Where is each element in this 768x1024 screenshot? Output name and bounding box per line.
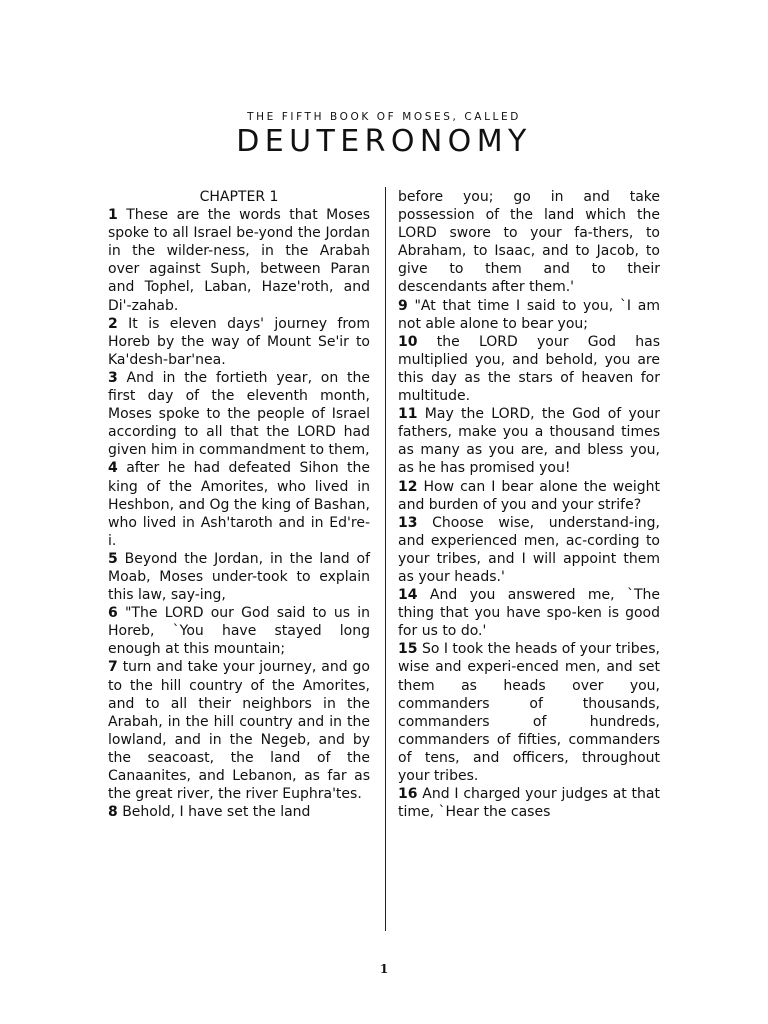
verse-number: 12 bbox=[398, 478, 418, 495]
verse bbox=[398, 640, 660, 785]
verse bbox=[398, 333, 660, 405]
verse-number: 7 bbox=[108, 659, 118, 676]
verse-number: 8 bbox=[108, 804, 118, 821]
verse-text: So I took the heads of your tribes, wise and experi-enced men, and set them as heads over you, commanders of thousands, commanders of hundreds, commanders of fifties, commanders of tens, and officers, throughout your tribes. bbox=[398, 641, 660, 784]
right-column bbox=[398, 188, 660, 821]
verse-number: 15 bbox=[398, 641, 418, 658]
page-number: 1 bbox=[379, 962, 389, 976]
verse-number: 1 bbox=[108, 207, 118, 224]
verse-text: And I charged your judges at that time, `Hear the cases bbox=[398, 786, 660, 821]
verse-text: Behold, I have set the land bbox=[122, 804, 311, 821]
verse-text: turn and take your journey, and go to the hill country of the Amorites, and to all their neighbors in the Arabah, in the hill country and in the lowland, and in the Negeb, and by the seacoast, the land of the Canaanites, and Lebanon, as far as the great river, the river Euphra'tes. bbox=[108, 659, 370, 803]
verse-text: May the LORD, the God of your fathers, make you a thousand times as many as you are, and bless you, as he has promised you! bbox=[398, 406, 660, 477]
verse-text: after he had defeated Sihon the king of the Amorites, who lived in Heshbon, and Og the king of Bashan, who lived in Ash'taroth and in Ed're-i. bbox=[108, 460, 370, 549]
verse-text: Choose wise, understand-ing, and experienced men, ac-cording to your tribes, and I will appoint them as your heads.' bbox=[398, 514, 661, 585]
verse-text: And in the fortieth year, on the first day of the eleventh month, Moses spoke to the people of Israel according to all that the LORD had given him in commandment to them, bbox=[108, 369, 370, 459]
verse bbox=[398, 586, 660, 640]
verse-number: 9 bbox=[398, 297, 408, 314]
verse bbox=[398, 405, 660, 477]
verse-number: 3 bbox=[108, 369, 118, 386]
column-divider bbox=[385, 187, 386, 931]
book-title: DEUTERONOMY bbox=[236, 124, 532, 159]
verse bbox=[398, 297, 660, 333]
verse bbox=[108, 459, 370, 549]
verse-text: It is eleven days' journey from Horeb by the way of Mount Se'ir to Ka'desh-bar'nea. bbox=[108, 315, 370, 368]
verse-number: 13 bbox=[398, 514, 418, 531]
verse-text: the LORD your God has multiplied you, and behold, you are this day as the stars of heaven for multitude. bbox=[398, 333, 661, 405]
verse bbox=[398, 514, 660, 586]
verse bbox=[108, 604, 370, 658]
verse bbox=[108, 550, 370, 604]
verse bbox=[398, 478, 660, 514]
verse-number: 2 bbox=[108, 315, 118, 332]
verse-text: And you answered me, `The thing that you have spo-ken is good for us to do.' bbox=[398, 587, 661, 640]
verse-text: "The LORD our God said to us in Horeb, `You have stayed long enough at this mountain; bbox=[108, 605, 370, 658]
verse-text: Beyond the Jordan, in the land of Moab, Moses under-took to explain this law, say-ing, bbox=[108, 550, 370, 604]
verse-text: These are the words that Moses spoke to all Israel be-yond the Jordan in the wilder-ness, in the Arabah over against Suph, between Paran and Tophel, Laban, Haze'roth, and Di'-zahab. bbox=[108, 207, 370, 314]
verse-number: 10 bbox=[398, 333, 418, 350]
verse-number: 11 bbox=[398, 406, 418, 423]
verse bbox=[398, 785, 660, 821]
verse-number: 5 bbox=[108, 550, 118, 567]
verse-number: 14 bbox=[398, 587, 418, 604]
left-column bbox=[108, 188, 370, 821]
chapter-heading: CHAPTER 1 bbox=[199, 189, 279, 205]
verse-number: 6 bbox=[108, 605, 118, 622]
verse-text: How can I bear alone the weight and burden of you and your strife? bbox=[398, 478, 660, 513]
verse-text: "At that time I said to you, `I am not able alone to bear you; bbox=[398, 297, 660, 332]
verse bbox=[108, 315, 370, 369]
verse bbox=[108, 658, 370, 803]
verse bbox=[108, 369, 370, 459]
book-kicker: THE FIFTH BOOK OF MOSES, CALLED bbox=[247, 111, 521, 123]
verse-number: 4 bbox=[108, 460, 118, 477]
verse-continuation: before you; go in and take possession of the land which the LORD swore to your fa-thers, to Abraham, to Isaac, and to Jacob, to give to them and to their descendants after them.' bbox=[398, 189, 660, 296]
verse-number: 16 bbox=[398, 786, 418, 803]
verse bbox=[108, 206, 370, 315]
verse bbox=[108, 803, 370, 821]
